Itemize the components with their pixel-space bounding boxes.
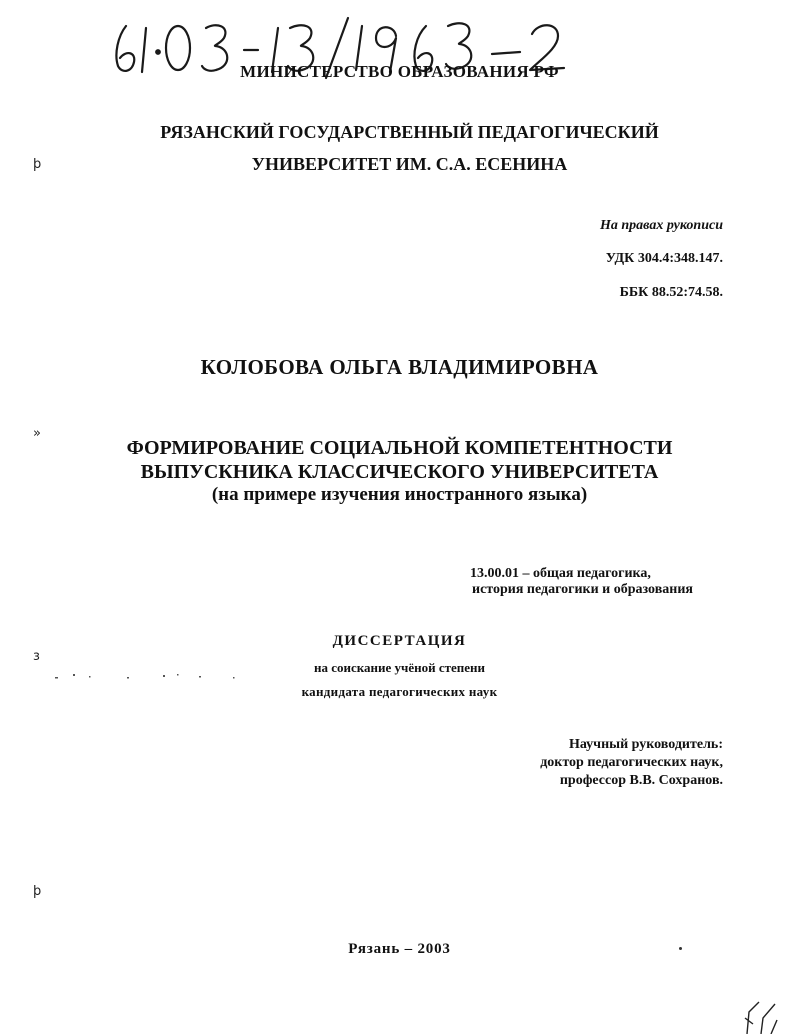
- margin-mark-2: »: [33, 426, 41, 441]
- thesis-title-line2: ВЫПУСКНИКА КЛАССИЧЕСКОГО УНИВЕРСИТЕТА: [140, 461, 659, 483]
- university-name-line1: РЯЗАНСКИЙ ГОСУДАРСТВЕННЫЙ ПЕДАГОГИЧЕСКИЙ: [160, 122, 659, 142]
- specialty-line1: [470, 566, 651, 582]
- thesis-subtitle: (на примере изучения иностранного языка): [211, 484, 588, 505]
- bbk-code: ББК 88.52:74.58.: [619, 285, 723, 300]
- thesis-title-line1: ФОРМИРОВАНИЕ СОЦИАЛЬНОЙ КОМПЕТЕНТНОСТИ: [126, 437, 673, 459]
- ministry-heading: МИНИСТЕРСТВО ОБРАЗОВАНИЯ РФ: [240, 62, 559, 81]
- margin-mark-3: з: [33, 649, 40, 664]
- corner-scan-artifact: [741, 998, 785, 1034]
- specialty-name: – общая педагогика,: [519, 566, 651, 581]
- degree-line1: на соискание учёной степени: [313, 660, 486, 675]
- dissertation-label: ДИССЕРТАЦИЯ: [332, 633, 467, 649]
- specialty-line2: история педагогики и образования: [472, 582, 693, 597]
- degree-line2: кандидата педагогических наук: [301, 684, 498, 699]
- specialty-code: 13.00.01: [470, 566, 519, 581]
- manuscript-rights: На правах рукописи: [600, 218, 723, 233]
- udk-code: УДК 304.4:348.147.: [605, 251, 723, 266]
- advisor-label: Научный руководитель:: [569, 737, 723, 752]
- author-name: КОЛОБОВА ОЛЬГА ВЛАДИМИРОВНА: [200, 355, 599, 379]
- scan-noise-dot: [679, 947, 682, 950]
- margin-mark-1: þ: [33, 157, 42, 172]
- margin-mark-4: þ: [33, 884, 42, 899]
- scan-noise-dots: [45, 669, 245, 683]
- city-year: Рязань – 2003: [348, 941, 451, 957]
- advisor-name: профессор В.В. Сохранов.: [559, 773, 723, 788]
- university-name-line2: УНИВЕРСИТЕТ ИМ. С.А. ЕСЕНИНА: [251, 154, 568, 174]
- advisor-degree: доктор педагогических наук,: [540, 755, 723, 770]
